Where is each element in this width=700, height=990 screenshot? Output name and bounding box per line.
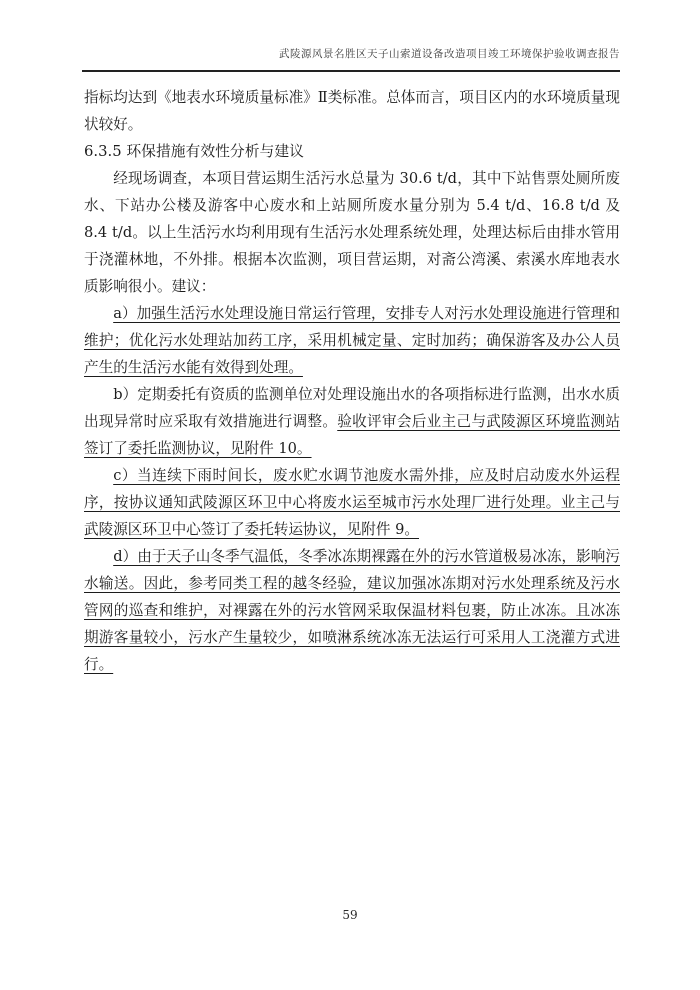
- paragraph-suggestion-b-segment-underlined: 验收评审会后业主己与武陵源区环境监测站签订了委托监测协议，见附件 10。: [84, 413, 620, 457]
- document-body: [84, 84, 620, 678]
- paragraph-suggestion-c: [84, 462, 620, 543]
- paragraph-suggestion-a: [84, 300, 620, 381]
- paragraph-suggestion-c-text: c）当连续下雨时间长，废水贮水调节池废水需外排，应及时启动废水外运程序，按协议通知武陵源区环卫中心将废水运至城市污水处理厂进行处理。业主己与武陵源区环卫中心签订了委托转运协议，见附件 9。: [84, 467, 620, 538]
- paragraph-suggestion-d-text: d）由于天子山冬季气温低，冬季冰冻期裸露在外的污水管道极易冰冻，影响污水输送。因此，参考同类工程的越冬经验，建议加强冰冻期对污水处理系统及污水管网的巡查和维护，对裸露在外的污水管网采取保温材料包裹，防止冰冻。且冰冻期游客量较小，污水产生量较少，如喷淋系统冰冻无法运行可采用人工浇灌方式进行。: [84, 548, 620, 673]
- page-number: 59: [342, 908, 358, 922]
- paragraph-suggestion-d: [84, 543, 620, 678]
- section-heading-6-3-5: 6.3.5 环保措施有效性分析与建议: [84, 143, 304, 160]
- paragraph-suggestion-b-segment-plain: b）定期委托有资质的监测单位对处理设施出水的各项指标进行监测，出水水质出现异常时应采取有效措施进行调整。: [84, 386, 620, 430]
- paragraph-survey-text: 经现场调查，本项目营运期生活污水总量为 30.6 t/d，其中下站售票处厕所废水、下站办公楼及游客中心废水和上站厕所废水量分别为 5.4 t/d、16.8 t/d 及 8.4 t/d。以上生活污水均利用现有生活污水处理系统处理，处理达标后由排水管用于浇灌林地，不外排。根据本次监测，项目营运期，对斋公湾溪、索溪水库地表水质影响很小。建议：: [84, 170, 620, 295]
- paragraph-suggestion-b: [84, 381, 620, 462]
- paragraph-survey: [84, 165, 620, 300]
- header-rule: [82, 70, 620, 72]
- paragraph-intro-text: 指标均达到《地表水环境质量标准》Ⅱ类标准。总体而言，项目区内的水环境质量现状较好。: [84, 89, 620, 133]
- paragraph-intro-continuation: [84, 84, 620, 138]
- paragraph-suggestion-a-text: a）加强生活污水处理设施日常运行管理，安排专人对污水处理设施进行管理和维护；优化污水处理站加药工序，采用机械定量、定时加药；确保游客及办公人员产生的生活污水能有效得到处理。: [84, 305, 620, 376]
- running-header-title: 武陵源风景名胜区天子山索道设备改造项目竣工环境保护验收调查报告: [279, 48, 620, 60]
